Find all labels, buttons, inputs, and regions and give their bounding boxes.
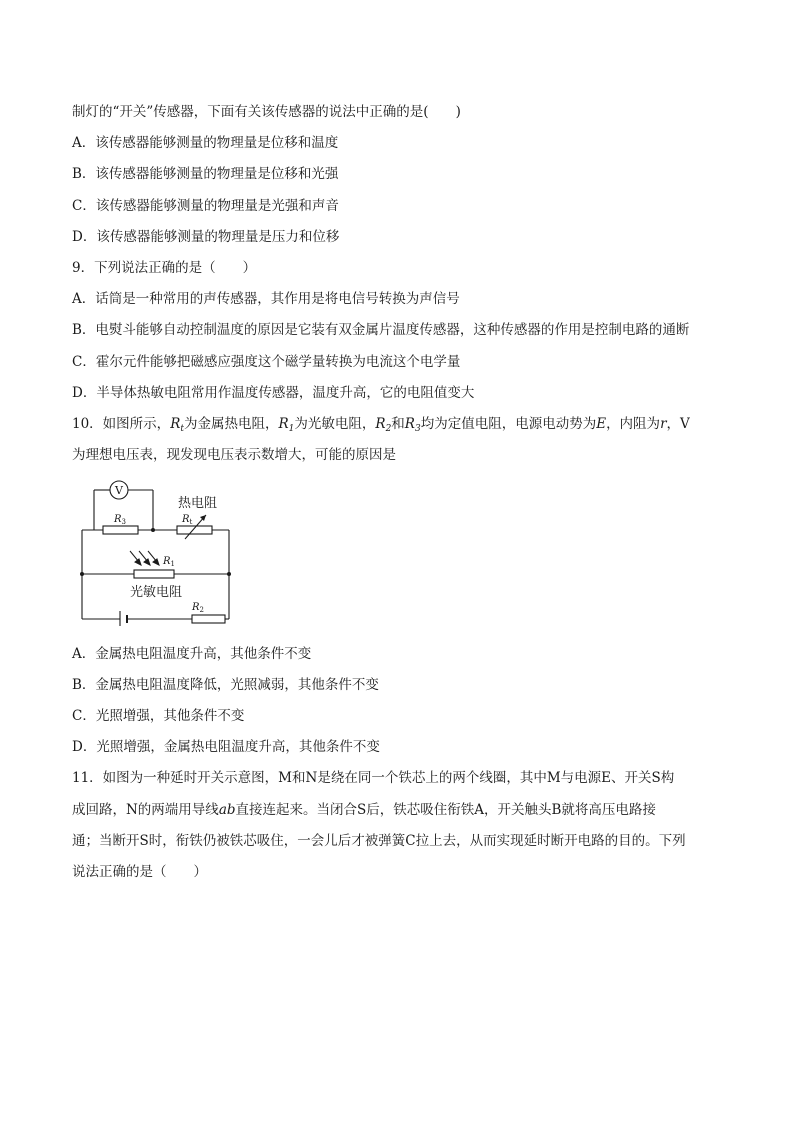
r3-label <box>113 514 126 526</box>
q9-option-a: A．话筒是一种常用的声传感器，其作用是将电信号转换为声信号 <box>72 291 460 307</box>
q8-option-a: A．该传感器能够测量的物理量是位移和温度 <box>72 135 339 151</box>
resistor-r2 <box>192 615 225 623</box>
q10-text-4: 均为定值电阻，电源电动势为 <box>420 416 597 432</box>
r3-letter: R <box>114 514 122 525</box>
q10-option-c: C．光照增强，其他条件不变 <box>72 708 245 724</box>
rt-caption: 热电阻 <box>178 496 218 511</box>
r1-label <box>162 556 175 568</box>
q8-stem-tail: 制灯的“开关”传感器，下面有关该传感器的说法中正确的是( ) <box>72 104 461 120</box>
q10-rt-sub: t <box>180 424 184 434</box>
q10-internal-r-symbol: r <box>660 416 667 432</box>
voltmeter-label: V <box>115 484 123 497</box>
q11-stem-line4: 说法正确的是（ ） <box>72 864 207 880</box>
rt-letter: R <box>182 514 190 525</box>
q10-r1-symbol <box>278 416 294 432</box>
q10-text-3: 和 <box>391 416 405 432</box>
q10-r3-sub: 3 <box>414 424 421 434</box>
q11-wire-ab: ab <box>218 802 236 818</box>
r1-sub: 1 <box>170 560 175 568</box>
q11-line2-part-a: 成回路，N的两端用导线 <box>72 802 219 818</box>
q10-option-b: B．金属热电阻温度降低，光照减弱，其他条件不变 <box>72 677 379 693</box>
q11-stem-line2 <box>72 801 656 819</box>
q10-r3-symbol <box>405 416 421 432</box>
q9-stem: 9．下列说法正确的是（ ） <box>72 260 257 276</box>
q10-emf-symbol: E <box>596 416 607 432</box>
q11-line2-part-b: 直接连起来。当闭合S后，铁芯吸住衔铁A，开关触头B就将高压电路接 <box>235 802 656 818</box>
r3-sub: 3 <box>121 518 126 526</box>
q10-stem-line2: 为理想电压表，现发现电压表示数增大，可能的原因是 <box>72 447 396 463</box>
q10-text-1: 为金属热电阻， <box>183 416 279 432</box>
q10-r2-symbol <box>375 416 391 432</box>
q10-text-5: ，内阻为 <box>606 416 661 432</box>
q9-option-c: C．霍尔元件能够把磁感应强度这个磁学量转换为电流这个电学量 <box>72 354 461 370</box>
q10-circuit-diagram <box>72 478 242 626</box>
q11-stem-line3: 通；当断开S时，衔铁仍被铁芯吸住，一会儿后才被弹簧C拉上去，从而实现延时断开电路的目的。下列 <box>72 833 686 849</box>
rt-sub: t <box>189 518 193 526</box>
light-arrows-icon <box>130 551 159 565</box>
r2-sub: 2 <box>199 606 204 614</box>
r1-caption: 光敏电阻 <box>130 585 183 600</box>
resistor-r3 <box>103 526 138 534</box>
q10-r1-letter: R <box>278 416 289 432</box>
r1-letter: R <box>163 556 171 567</box>
q10-option-a: A．金属热电阻温度升高，其他条件不变 <box>72 646 312 662</box>
q8-option-d: D．该传感器能够测量的物理量是压力和位移 <box>72 229 340 245</box>
q10-stem-line1 <box>72 415 690 438</box>
r2-letter: R <box>192 602 200 613</box>
q10-option-d: D．光照增强，金属热电阻温度升高，其他条件不变 <box>72 739 380 755</box>
rt-label <box>181 514 193 526</box>
q10-text-2: 为光敏电阻， <box>294 416 376 432</box>
junction-dots <box>80 528 231 576</box>
q10-number: 10．如图所示， <box>72 416 171 432</box>
q9-option-b: B．电熨斗能够自动控制温度的原因是它装有双金属片温度传感器，这种传感器的作用是控制电路的通断 <box>72 322 690 338</box>
q8-option-c: C．该传感器能够测量的物理量是光强和声音 <box>72 198 339 214</box>
q10-r2-sub: 2 <box>385 424 392 434</box>
q10-text-6: ，V <box>666 416 690 432</box>
resistor-r1 <box>134 570 174 578</box>
q10-rt-letter: R <box>170 416 181 432</box>
q8-option-b: B．该传感器能够测量的物理量是位移和光强 <box>72 166 339 182</box>
resistor-rt <box>177 526 212 534</box>
q10-r2-letter: R <box>375 416 386 432</box>
q10-r1-sub: 1 <box>288 424 295 434</box>
q11-stem-line1: 11．如图为一种延时开关示意图，M和N是绕在同一个铁芯上的两个线圈，其中M与电源E、开关S构 <box>72 770 675 786</box>
q10-rt-symbol <box>170 416 184 432</box>
q10-r3-letter: R <box>404 416 415 432</box>
q9-option-d: D．半导体热敏电阻常用作温度传感器，温度升高，它的电阻值变大 <box>72 385 475 401</box>
r2-label <box>191 602 204 614</box>
